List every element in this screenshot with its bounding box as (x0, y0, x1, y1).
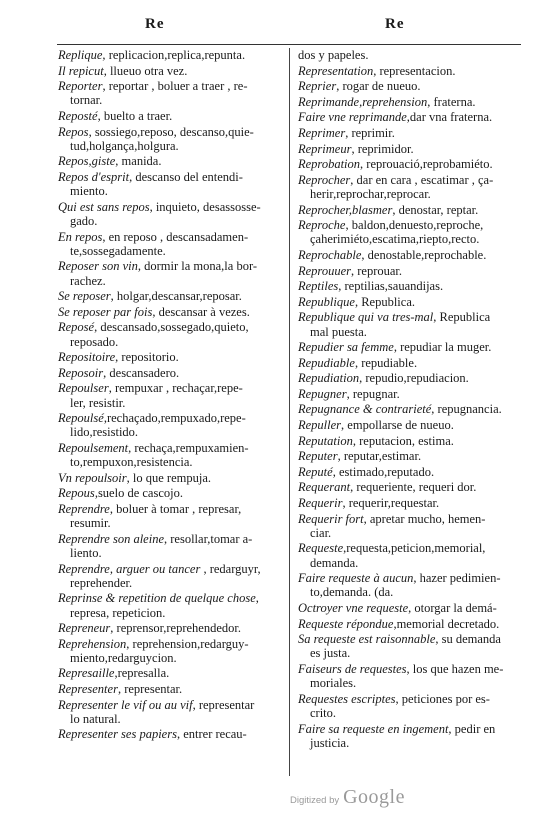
entry-translation: , otorgar la demá- (408, 601, 497, 616)
entry-headword: Reprendre (58, 501, 110, 516)
entry-headword: Repos d'esprit (58, 169, 130, 184)
entry-headword: Reposté (58, 108, 98, 123)
entry-continuation: reprehender. (70, 575, 133, 590)
entry-headword: Repugner (298, 386, 347, 401)
dictionary-entry (58, 305, 283, 319)
entry-translation: , requerir,requestar. (342, 496, 440, 511)
entry-headword: Repoulsé (58, 411, 104, 426)
entry-continuation: lo natural. (70, 711, 121, 726)
entry-headword: Reprouuer (298, 263, 351, 278)
entry-translation: ,requesta,peticion,memorial, (343, 541, 486, 556)
entry-translation: ,dar vna fraterna. (406, 110, 493, 125)
entry-translation: , fraterna. (427, 94, 476, 109)
entry-translation: , representar. (117, 682, 183, 697)
entry-headword: Requeste répondue (298, 616, 394, 631)
entry-translation: , su demanda (435, 632, 501, 647)
dictionary-entry (298, 617, 520, 631)
entry-translation: , boluer à tomar , represar, (109, 501, 242, 516)
dictionary-entry (298, 173, 520, 201)
dictionary-entry (298, 126, 520, 140)
entry-translation: , descansado,sossegado,quieto, (94, 320, 249, 335)
entry-translation: , rogar de nueuo. (336, 79, 421, 94)
entry-headword: Faiseurs de requestes (298, 662, 407, 677)
entry-translation: , en reposo , descansadamen- (102, 229, 249, 244)
entry-headword: Reputer (298, 449, 338, 464)
entry-headword: Reprendre, arguer ou tancer (58, 561, 201, 576)
entry-translation: , estimado,reputado. (332, 464, 435, 479)
entry-headword: Replique, (58, 48, 106, 62)
entry-headword: Reprimande,reprehension (298, 94, 428, 109)
entry-headword: Republique (298, 294, 355, 309)
entry-translation: , buelto a traer. (97, 108, 173, 123)
entry-translation: , reputacion, estima. (352, 433, 454, 448)
dictionary-entry (298, 295, 520, 309)
entry-translation: , rechaça,rempuxamien- (128, 440, 249, 455)
entry-translation: , reprouar. (351, 263, 403, 278)
dictionary-entry (58, 471, 283, 485)
dictionary-entry (298, 340, 520, 354)
entry-translation: ,suelo de cascojo. (94, 486, 183, 501)
entry-translation: ,memorial decretado. (393, 616, 500, 631)
entry-headword: Repositoire (58, 350, 116, 365)
header-rule (57, 44, 521, 45)
dictionary-entry (58, 79, 283, 107)
entry-translation: , reprimir. (345, 125, 395, 140)
entry-translation: , apretar mucho, hemen- (363, 511, 486, 526)
entry-continuation: mal puesta. (310, 324, 367, 339)
dictionary-entry (58, 682, 283, 696)
entry-headword: Reprochable (298, 247, 362, 262)
entry-translation: , repugnancia. (431, 402, 502, 417)
entry-continuation: te,sossegadamente. (70, 243, 166, 258)
dictionary-entry (298, 95, 520, 109)
entry-translation: , los que hazen me- (406, 662, 504, 677)
watermark-prefix: Digitized by (290, 795, 340, 806)
dictionary-entry (298, 218, 520, 246)
entry-translation: , manida. (115, 154, 162, 169)
entry-translation: , hazer pedimien- (413, 571, 501, 586)
dictionary-entry (58, 486, 283, 500)
entry-headword: Faire requeste à aucun (298, 571, 414, 586)
dictionary-entry (298, 692, 520, 720)
entry-headword: Representer le vif ou au vif (58, 697, 193, 712)
entry-headword: Representer (58, 682, 118, 697)
entry-translation: , lo que rempuja. (126, 470, 211, 485)
entry-continuation: liento. (70, 545, 102, 560)
dictionary-entry (58, 411, 283, 439)
dictionary-entry (58, 350, 283, 364)
entry-headword: Vn repoulsoir (58, 470, 127, 485)
entry-translation: , reprehension,redarguy- (126, 636, 249, 651)
entry-continuation: to,demanda. (da. (310, 585, 394, 600)
entry-translation: , repudiar la muger. (393, 340, 492, 355)
dictionary-entry (298, 480, 520, 494)
dictionary-entry (298, 64, 520, 78)
dictionary-entry (298, 310, 520, 338)
dictionary-entry (58, 532, 283, 560)
dictionary-entry (298, 356, 520, 370)
entry-translation: dos y papeles. (298, 48, 369, 62)
entry-headword: Reprimeur (298, 141, 352, 156)
entry-headword: Se reposer (58, 289, 111, 304)
dictionary-entry (58, 591, 283, 619)
entry-continuation: tornar. (70, 93, 103, 108)
dictionary-entry (298, 142, 520, 156)
entry-continuation: to,rempuxon,resistencia. (70, 455, 193, 470)
entry-translation: , repudiable. (354, 355, 418, 370)
entry-translation: , requeriente, requeri dor. (350, 480, 477, 495)
watermark-brand: Google (343, 786, 405, 808)
entry-continuation: tud,holgança,holgura. (70, 138, 179, 153)
entry-translation: , reptilias,sauandijas. (338, 279, 444, 294)
entry-headword: Repos,giste (58, 154, 116, 169)
right-column (298, 48, 520, 751)
entry-translation: , llueuo otra vez. (103, 63, 188, 78)
dictionary-entry (58, 48, 283, 62)
entry-translation: , reputar,estimar. (337, 449, 422, 464)
entry-headword: Se reposer par fois (58, 304, 153, 319)
entry-headword: Reposoir (58, 365, 104, 380)
dictionary-entry (58, 200, 283, 228)
dictionary-entry (298, 248, 520, 262)
entry-translation: , holgar,descansar,reposar. (110, 289, 242, 304)
running-head-right: Re (385, 16, 405, 32)
digitized-by-google-watermark (290, 786, 405, 809)
entry-translation: , reprimidor. (351, 141, 414, 156)
entry-translation: , redarguyr, (200, 561, 261, 576)
dictionary-entry (298, 110, 520, 124)
entry-headword: Reproche (298, 218, 346, 233)
dictionary-entry (298, 79, 520, 93)
entry-continuation: ler, resistir. (70, 395, 126, 410)
entry-headword: Faire sa requeste en ingement (298, 721, 449, 736)
entry-translation: ,represalla. (114, 666, 170, 681)
dictionary-entry (58, 562, 283, 590)
entry-headword: Reprocher,blasmer (298, 202, 393, 217)
dictionary-entry (298, 571, 520, 599)
entry-translation: , sossiego,reposo, descanso,quie- (88, 124, 254, 139)
entry-translation: , reprouació,reprobamiéto. (360, 157, 493, 172)
entry-headword: Requerir (298, 496, 343, 511)
dictionary-entry (298, 449, 520, 463)
entry-headword: Reputation (298, 433, 353, 448)
entry-headword: Faire vne reprimande (298, 110, 407, 125)
entry-translation: , rempuxar , rechaçar,repe- (108, 381, 243, 396)
dictionary-entry (58, 381, 283, 409)
dictionary-entry (298, 632, 520, 660)
entry-headword: Repudier sa femme (298, 340, 394, 355)
entry-headword: Octroyer vne requeste (298, 601, 409, 616)
entry-headword: Reprimer (298, 125, 346, 140)
dictionary-entry (58, 230, 283, 258)
entry-translation: , descansadero. (103, 365, 180, 380)
entry-translation: , (255, 591, 259, 606)
column-divider (289, 48, 290, 776)
dictionary-entry (58, 109, 283, 123)
entry-translation: , reprensor,reprehendedor. (110, 621, 241, 636)
entry-translation: , Republica (433, 310, 491, 325)
dictionary-entry (298, 203, 520, 217)
entry-continuation: lido,resistido. (70, 425, 139, 440)
entry-continuation: resumir. (70, 516, 111, 531)
entry-headword: Requestes escriptes (298, 691, 396, 706)
dictionary-entry (298, 496, 520, 510)
entry-continuation: represa, repeticion. (70, 605, 166, 620)
entry-headword: Reprier (298, 79, 337, 94)
entry-translation: , entrer recau- (176, 727, 247, 742)
entry-continuation: moriales. (310, 676, 357, 691)
entry-translation: , repositorio. (115, 350, 179, 365)
dictionary-entry (298, 418, 520, 432)
dictionary-entry (298, 402, 520, 416)
entry-translation: replicacion,replica,repunta. (105, 48, 246, 62)
dictionary-entry (298, 465, 520, 479)
entry-headword: Reprobation (298, 157, 361, 172)
dictionary-entry (298, 264, 520, 278)
entry-headword: Reposer son vin (58, 259, 138, 274)
entry-translation: ,rechaçado,rempuxado,repe- (103, 411, 246, 426)
entry-translation: , empollarse de nueuo. (341, 418, 454, 433)
entry-translation: , descansar à vezes. (152, 304, 250, 319)
dictionary-entry (58, 259, 283, 287)
entry-headword: Reprocher (298, 172, 351, 187)
dictionary-entry (58, 727, 283, 741)
entry-headword: Repoulser (58, 381, 109, 396)
entry-headword: Repudiation (298, 371, 360, 386)
entry-headword: Reprehension (58, 636, 127, 651)
entry-headword: Repuller (298, 418, 342, 433)
entry-translation: , representacion. (373, 63, 456, 78)
entry-headword: Repous (58, 486, 95, 501)
dictionary-entry (298, 662, 520, 690)
dictionary-entry (58, 64, 283, 78)
entry-headword: Reporter (58, 79, 103, 94)
entry-continuation: crito. (310, 706, 337, 721)
dictionary-entry (298, 601, 520, 615)
entry-continuation: miento. (70, 184, 108, 199)
entry-headword: Reputé (298, 464, 333, 479)
entry-translation: , denostable,reprochable. (361, 247, 487, 262)
dictionary-entry (298, 371, 520, 385)
entry-translation: , dar en cara , escatimar , ça- (350, 172, 494, 187)
entry-continuation: miento,redarguycion. (70, 650, 177, 665)
entry-translation: , repudio,repudiacion. (359, 371, 469, 386)
dictionary-entry (298, 722, 520, 750)
entry-translation: , peticiones por es- (395, 691, 490, 706)
dictionary-entry (298, 434, 520, 448)
dictionary-entry (58, 170, 283, 198)
entry-headword: Repugnance & contrarieté (298, 402, 432, 417)
entry-headword: Repos (58, 124, 89, 139)
dictionary-entry (58, 320, 283, 348)
entry-translation: , descanso del entendi- (129, 169, 243, 184)
left-column (58, 48, 283, 743)
entry-headword: Requerir fort (298, 511, 364, 526)
entry-continuation: herir,reprochar,reprocar. (310, 186, 431, 201)
entry-continuation: gado. (70, 213, 98, 228)
dictionary-entry (58, 441, 283, 469)
entry-continuation: justicia. (310, 735, 350, 750)
entry-headword: Republique qui va tres-mal (298, 310, 434, 325)
entry-translation: , reportar , boluer a traer , re- (102, 79, 248, 94)
dictionary-entry (58, 289, 283, 303)
dictionary-entry (58, 666, 283, 680)
entry-headword: Reptiles (298, 279, 339, 294)
dictionary-entry (58, 125, 283, 153)
entry-continuation: es justa. (310, 646, 351, 661)
dictionary-entry (298, 387, 520, 401)
dictionary-entry (58, 698, 283, 726)
dictionary-entry (58, 502, 283, 530)
entry-translation: , representar (192, 697, 255, 712)
entry-headword: Requerant (298, 480, 351, 495)
entry-headword: Qui est sans repos (58, 199, 150, 214)
entry-translation: , pedir en (448, 721, 496, 736)
entry-translation: , denostar, reptar. (392, 202, 479, 217)
entry-headword: Reprendre son aleine (58, 531, 164, 546)
entry-continuation: ciar. (310, 525, 332, 540)
entry-translation: , resollar,tomar a- (164, 531, 253, 546)
entry-continuation: demanda. (310, 555, 359, 570)
entry-continuation: çaherimiéto,escatima,riepto,recto. (310, 232, 480, 247)
entry-translation: , Republica. (354, 294, 415, 309)
entry-translation: , repugnar. (346, 386, 400, 401)
entry-continuation: reposado. (70, 334, 119, 349)
dictionary-entry (58, 154, 283, 168)
entry-headword: Il repicut (58, 63, 104, 78)
dictionary-entry (298, 157, 520, 171)
dictionary-entry (298, 279, 520, 293)
dictionary-entry (298, 541, 520, 569)
entry-headword: Sa requeste est raisonnable (298, 632, 436, 647)
entry-headword: Repreneur (58, 621, 111, 636)
entry-translation: , baldon,denuesto,reproche, (345, 218, 484, 233)
entry-translation: , dormir la mona,la bor- (137, 259, 258, 274)
entry-headword: Representer ses papiers (58, 727, 177, 742)
dictionary-entry (58, 621, 283, 635)
dictionary-entry (298, 48, 520, 62)
entry-headword: Representation (298, 63, 374, 78)
entry-continuation: rachez. (70, 273, 106, 288)
entry-headword: En repos (58, 229, 103, 244)
entry-headword: Reposé (58, 320, 95, 335)
entry-headword: Repudiable (298, 355, 355, 370)
dictionary-entry (58, 366, 283, 380)
entry-headword: Requeste (298, 541, 344, 556)
dictionary-entry (58, 637, 283, 665)
entry-headword: Reprinse & repetition de quelque chose (58, 591, 256, 606)
entry-headword: Represaille (58, 666, 115, 681)
dictionary-entry (298, 512, 520, 540)
running-head-left: Re (145, 16, 165, 32)
entry-headword: Repoulsement (58, 440, 129, 455)
entry-translation: , inquieto, desassosse- (149, 199, 261, 214)
